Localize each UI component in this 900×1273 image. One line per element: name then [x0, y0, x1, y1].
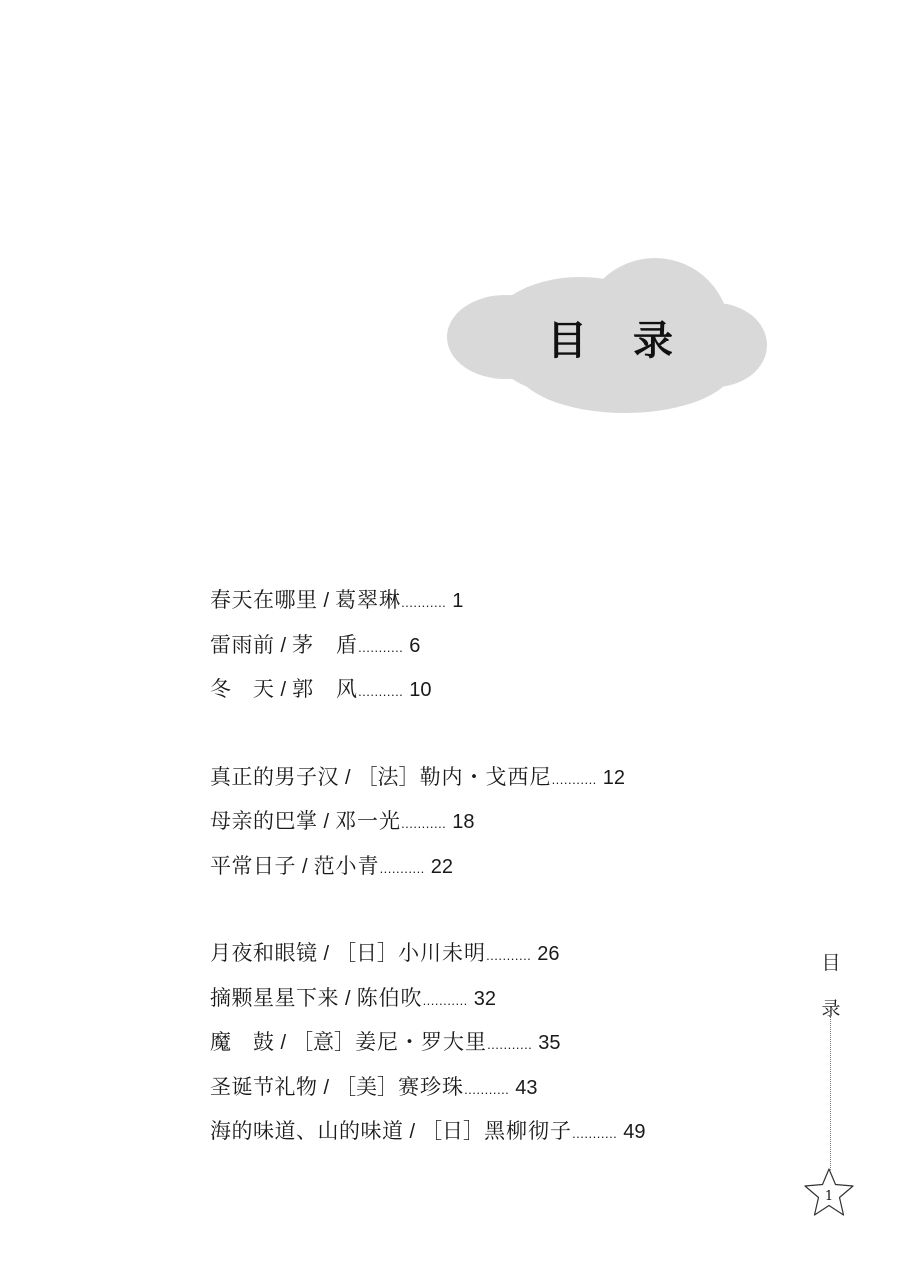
toc-entry-author: 陈伯吹: [356, 985, 423, 1010]
toc-entry[interactable]: [210, 667, 770, 712]
toc-entry[interactable]: [210, 799, 770, 844]
toc-entry-title: 摘颗星星下来: [210, 985, 339, 1010]
toc-leader-dots: ...........: [551, 771, 597, 787]
toc-entry[interactable]: [210, 844, 770, 889]
toc-group: [210, 578, 770, 712]
toc-separator: /: [280, 634, 287, 657]
page-title: [445, 255, 770, 420]
toc-entry-page: 10: [409, 679, 432, 701]
toc-separator: /: [280, 1032, 287, 1054]
toc-entry[interactable]: [210, 976, 770, 1021]
toc-entry-page: 32: [473, 987, 497, 1010]
toc-entry-author: 邓一光: [335, 809, 402, 833]
toc-entry-author: 郭 风: [292, 677, 359, 701]
toc-entry-author: 葛翠琳: [335, 588, 402, 612]
toc-leader-dots: ...........: [358, 684, 404, 699]
toc-group: [210, 755, 770, 889]
toc-separator: /: [280, 679, 287, 701]
toc-entry-title: 海的味道、山的味道: [210, 1119, 404, 1143]
toc-entry-title: 真正的男子汉: [210, 764, 339, 789]
toc-entry-nationality: ［美］: [335, 1074, 399, 1099]
toc-separator: /: [323, 1076, 330, 1099]
toc-leader-dots: ...........: [422, 992, 468, 1008]
toc-separator: /: [302, 855, 308, 878]
toc-separator: /: [409, 1121, 416, 1143]
side-label-char-2: 录: [821, 998, 841, 1020]
toc-entry-title: 春天在哪里: [210, 588, 318, 612]
toc-entry-author: 赛珍珠: [398, 1074, 465, 1099]
toc-entry-nationality: ［日］: [335, 941, 399, 965]
toc-group: [210, 931, 770, 1154]
toc-entry-author: 茅 盾: [292, 632, 359, 657]
table-of-contents: [210, 578, 770, 1154]
toc-entry-page: 35: [538, 1032, 561, 1054]
toc-entry-title: 雷雨前: [210, 632, 275, 657]
toc-entry[interactable]: [210, 623, 770, 668]
toc-entry-page: 1: [452, 590, 464, 612]
toc-entry-nationality: ［意］: [292, 1030, 356, 1054]
side-label-char-1: 目: [821, 952, 841, 974]
toc-leader-dots: ...........: [401, 595, 447, 610]
side-section-label: [820, 940, 842, 1032]
toc-entry-page: 49: [623, 1121, 646, 1143]
toc-leader-dots: ...........: [464, 1081, 510, 1097]
toc-entry-author: 姜尼・罗大里: [355, 1030, 488, 1054]
toc-entry[interactable]: [210, 1020, 770, 1065]
toc-entry-title: 母亲的巴掌: [210, 809, 318, 833]
toc-entry-title: 月夜和眼镜: [210, 941, 318, 965]
toc-leader-dots: ...........: [487, 1037, 533, 1052]
toc-entry-page: 6: [409, 634, 421, 657]
toc-entry[interactable]: [210, 931, 770, 976]
toc-leader-dots: ...........: [379, 860, 425, 876]
toc-separator: /: [323, 943, 330, 965]
toc-entry-title: 魔 鼓: [210, 1030, 275, 1054]
toc-entry[interactable]: [210, 1109, 770, 1154]
side-dotted-line: [830, 1008, 831, 1170]
toc-separator: /: [323, 811, 330, 833]
toc-leader-dots: ...........: [358, 639, 404, 655]
toc-leader-dots: ...........: [572, 1126, 618, 1141]
toc-entry-page: 12: [602, 766, 626, 789]
toc-entry-page: 18: [452, 811, 475, 833]
toc-entry-page: 22: [430, 855, 454, 878]
toc-entry-author: 黑柳彻子: [484, 1119, 573, 1143]
toc-separator: /: [345, 766, 351, 789]
toc-entry-author: 小川未明: [398, 941, 487, 965]
toc-entry-title: 平常日子: [210, 853, 296, 878]
toc-separator: /: [345, 987, 351, 1010]
title-cloud: [445, 255, 770, 420]
toc-separator: /: [323, 590, 330, 612]
page-number-star-icon: [803, 1167, 855, 1217]
toc-leader-dots: ...........: [401, 816, 447, 831]
toc-entry-author: 勒内・戈西尼: [419, 764, 552, 789]
toc-entry-title: 冬 天: [210, 677, 275, 701]
toc-entry-page: 26: [537, 943, 560, 965]
page-number: 1: [824, 1189, 834, 1204]
toc-entry-nationality: ［日］: [421, 1119, 485, 1143]
toc-entry[interactable]: [210, 755, 770, 800]
toc-leader-dots: ...........: [486, 948, 532, 963]
toc-entry-page: 43: [515, 1076, 538, 1099]
toc-entry[interactable]: [210, 578, 770, 623]
toc-entry-title: 圣诞节礼物: [210, 1074, 318, 1099]
toc-entry-author: 范小青: [313, 853, 380, 878]
toc-entry[interactable]: [210, 1065, 770, 1110]
title-char-2: 录: [633, 318, 673, 364]
toc-entry-nationality: ［法］: [356, 764, 420, 789]
title-char-1: 目: [547, 318, 587, 364]
